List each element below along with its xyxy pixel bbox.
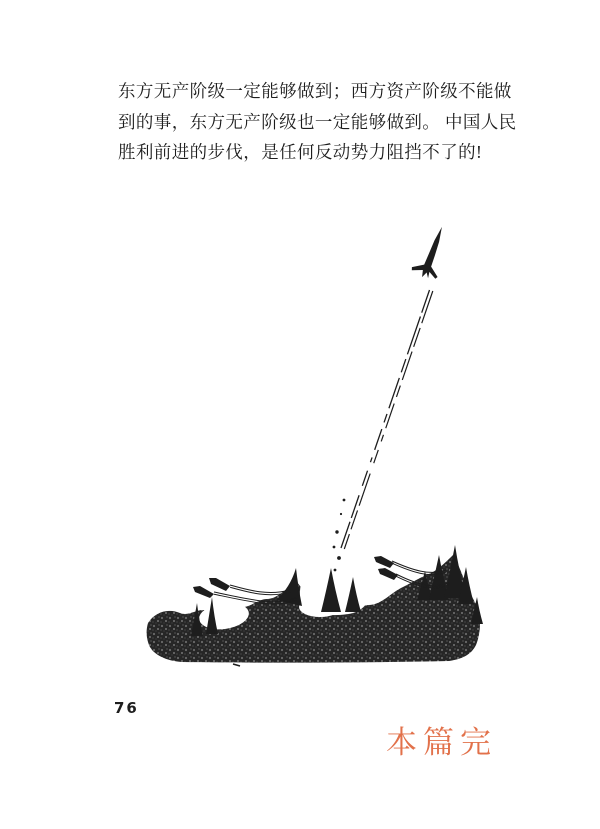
- end-mark: 本篇完: [386, 725, 497, 761]
- small-missile: [209, 578, 230, 591]
- paragraph-line: 东方无产阶级一定能够做到；西方资产阶级不能做: [118, 81, 512, 101]
- paragraph: [118, 76, 517, 168]
- small-missile: [374, 556, 394, 568]
- paragraph-line: 到的事，东方无产阶级也一定能够做到。 中国人民: [118, 111, 517, 132]
- rocket-trail: [341, 290, 433, 549]
- small-missile: [378, 568, 398, 580]
- paragraph-line: 胜利前进的步伐，是任何反动势力阻挡不了的!: [118, 142, 483, 162]
- ground-fleck: [233, 664, 240, 666]
- rocket-launch-illustration: [130, 215, 490, 675]
- page-number: 76: [114, 699, 139, 717]
- small-missile: [193, 586, 214, 598]
- rocket-silhouette: [410, 222, 454, 282]
